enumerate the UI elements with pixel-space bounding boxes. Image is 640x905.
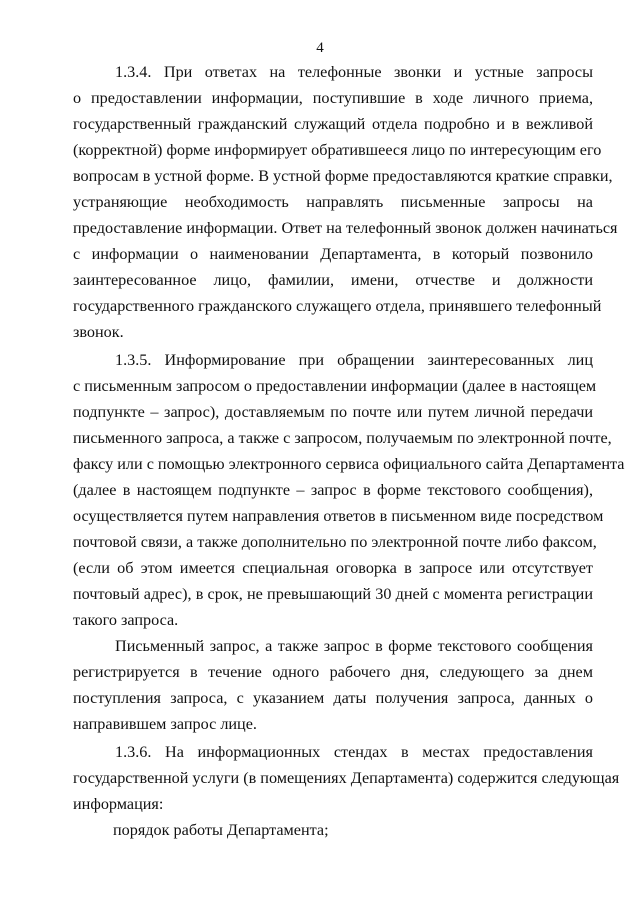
text-line: государственного гражданского служащего отдела, принявшего телефонный: [73, 297, 602, 315]
text-line: Письменный запрос, а также запрос в форме текстового сообщения: [115, 637, 593, 655]
text-line: 1.3.4. При ответах на телефонные звонки и устные запросы: [115, 63, 593, 81]
text-line: письменного запроса, а также с запросом, получаемым по электронной почте,: [73, 429, 612, 447]
text-line: (далее в настоящем подпункте – запрос в форме текстового сообщения),: [73, 481, 593, 499]
text-line: регистрируется в течение одного рабочего дня, следующего за днем: [73, 663, 593, 681]
text-line: государственной услуги (в помещениях Департамента) содержится следующая: [73, 769, 620, 787]
text-line: звонок.: [73, 323, 124, 341]
text-line: с информации о наименовании Департамента, в который позвонило: [73, 245, 593, 263]
text-line: поступления запроса, с указанием даты получения запроса, данных о: [73, 689, 593, 707]
text-line: направившем запрос лице.: [73, 715, 257, 733]
text-line: подпункте – запрос), доставляемым по почте или путем личной передачи: [73, 403, 593, 421]
text-line: 1.3.5. Информирование при обращении заинтересованных лиц: [115, 351, 593, 369]
text-line: (если об этом имеется специальная оговорка в запросе или отсутствует: [73, 559, 593, 577]
text-line: государственный гражданский служащий отдела подробно и в вежливой: [73, 115, 593, 133]
text-line: заинтересованное лицо, фамилии, имени, отчестве и должности: [73, 271, 593, 289]
text-line: информация:: [73, 795, 164, 813]
text-line: предоставление информации. Ответ на телефонный звонок должен начинаться: [73, 219, 618, 237]
page-number: 4: [316, 40, 324, 56]
text-line: факсу или с помощью электронного сервиса официального сайта Департамента: [73, 455, 625, 473]
text-line: (корректной) форме информирует обратившееся лицо по интересующим его: [73, 141, 602, 159]
text-line: почтовый адрес), в срок, не превышающий 30 дней с момента регистрации: [73, 585, 593, 603]
text-line: вопросам в устной форме. В устной форме предоставляются краткие справки,: [73, 167, 613, 185]
text-line: такого запроса.: [73, 611, 179, 629]
text-line: почтовой связи, а также дополнительно по электронной почте либо факсом,: [73, 533, 597, 551]
text-line: устраняющие необходимость направлять письменные запросы на: [73, 193, 593, 211]
text-line: порядок работы Департамента;: [113, 821, 329, 839]
text-line: 1.3.6. На информационных стендах в местах предоставления: [115, 743, 593, 761]
text-line: с письменным запросом о предоставлении информации (далее в настоящем: [73, 377, 597, 395]
text-line: о предоставлении информации, поступившие в ходе личного приема,: [73, 89, 593, 107]
text-line: осуществляется путем направления ответов в письменном виде посредством: [73, 507, 604, 525]
